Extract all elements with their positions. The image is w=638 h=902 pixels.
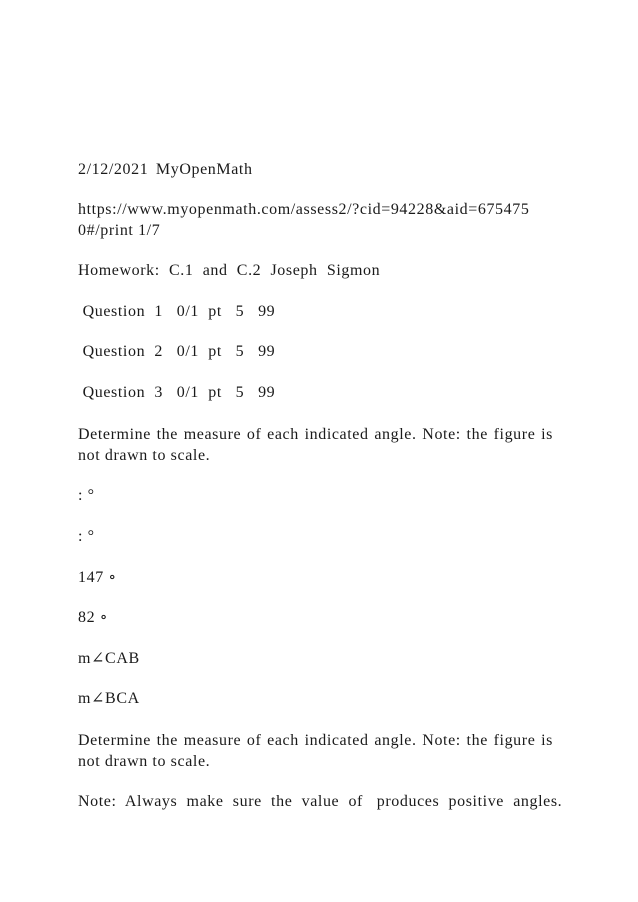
angle-value-82: 82 ∘ (78, 609, 109, 626)
url-line-2: 0#/print 1/7 (78, 222, 161, 239)
question-2-status: Question 2 0/1 pt 5 99 (78, 343, 276, 360)
answer-field-2: : ° (78, 528, 95, 545)
angle-label-cab: m∠CAB (78, 650, 140, 667)
url-line-1: https://www.myopenmath.com/assess2/?cid=94228&aid=675475 (78, 201, 530, 218)
question-3-status: Question 3 0/1 pt 5 99 (78, 384, 276, 401)
angle-label-bca: m∠BCA (78, 690, 140, 707)
homework-title: Homework: C.1 and C.2 Joseph Sigmon (78, 262, 381, 279)
date-title: 2/12/2021 MyOpenMath (78, 161, 253, 178)
instruction-2: Determine the measure of each indicated angle. Note: the figure is not drawn to scale. (78, 732, 553, 770)
question-1-status: Question 1 0/1 pt 5 99 (78, 303, 276, 320)
angle-value-147: 147 ∘ (78, 569, 117, 586)
note-text: Note: Always make sure the value of produces positive angles. (78, 793, 563, 810)
answer-field-1: : ° (78, 487, 95, 504)
instruction-1: Determine the measure of each indicated angle. Note: the figure is not drawn to scale. (78, 426, 553, 464)
